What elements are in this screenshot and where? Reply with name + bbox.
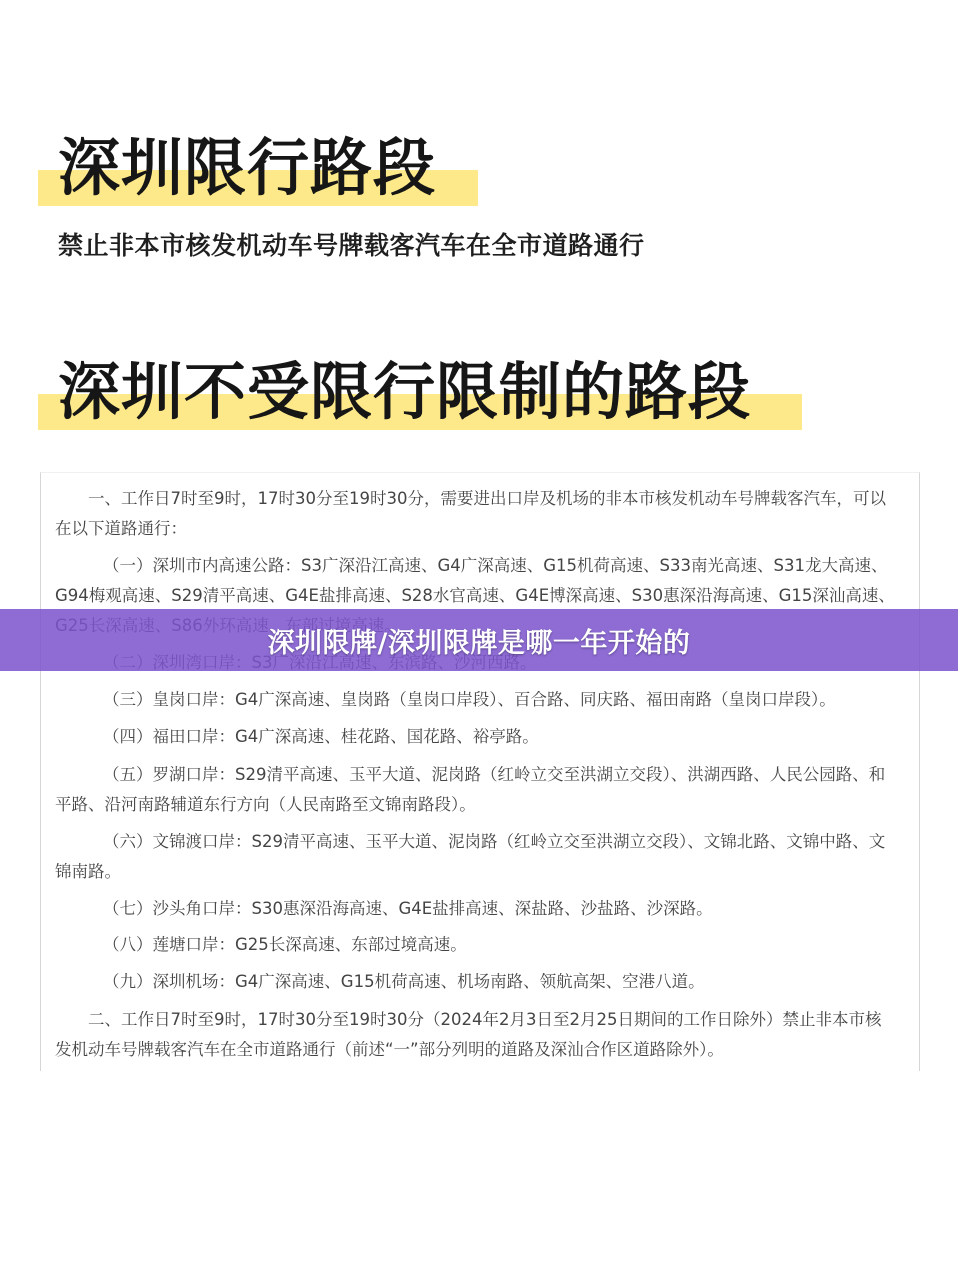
restricted-heading	[38, 130, 436, 206]
paragraph-10: （九）深圳机场：G4广深高速、G15机荷高速、机场南路、领航高架、空港八道。	[103, 972, 705, 991]
paragraph-7: （六）文锦渡口岸：S29清平高速、玉平大道、泥岗路（红岭立交至洪湖立交段）、文锦北路、文锦中路、文锦南路。	[55, 832, 886, 881]
paragraph-2: （一）深圳市内高速公路：S3广深沿江高速、G4广深高速、G15机荷高速、S33南光高速、S31龙大高速、G94梅观高速、S29清平高速、G4E盐排高速、S28水官高速、G4E博深高速、S30惠深沿海高速、G15深汕高速、	[55, 556, 895, 605]
unrestricted-heading-text: 深圳不受限行限制的路段	[58, 355, 752, 428]
title-overlay-banner	[0, 609, 958, 671]
restricted-subtitle: 禁止非本市核发机动车号牌载客汽车在全市道路通行	[58, 231, 645, 260]
paragraph-11: 二、工作日7时至9时，17时30分至19时30分（2024年2月3日至2月25日期间的工作日除外）禁止非本市核发机动车号牌载客汽车在全市道路通行（前述“一”部分列明的道路及深汕合作区道路除外）。	[55, 1010, 882, 1059]
restricted-heading-text: 深圳限行路段	[58, 131, 437, 204]
unrestricted-heading	[38, 354, 751, 430]
paragraph-1: 一、工作日7时至9时，17时30分至19时30分，需要进出口岸及机场的非本市核发机动车号牌载客汽车，可以在以下道路通行：	[55, 489, 886, 538]
paragraph-5: （四）福田口岸：G4广深高速、桂花路、国花路、裕亭路。	[103, 727, 539, 746]
paragraph-6: （五）罗湖口岸：S29清平高速、玉平大道、泥岗路（红岭立交至洪湖立交段）、洪湖西路、人民公园路、和平路、沿河南路辅道东行方向（人民南路至文锦南路段）。	[55, 765, 886, 814]
paragraph-4: （三）皇岗口岸：G4广深高速、皇岗路（皇岗口岸段）、百合路、同庆路、福田南路（皇岗口岸段）。	[103, 690, 836, 709]
overlay-title: 深圳限牌/深圳限牌是哪一年开始的	[267, 627, 691, 659]
paragraph-8: （七）沙头角口岸：S30惠深沿海高速、G4E盐排高速、深盐路、沙盐路、沙深路。	[103, 899, 713, 918]
paragraph-9: （八）莲塘口岸：G25长深高速、东部过境高速。	[103, 935, 467, 954]
